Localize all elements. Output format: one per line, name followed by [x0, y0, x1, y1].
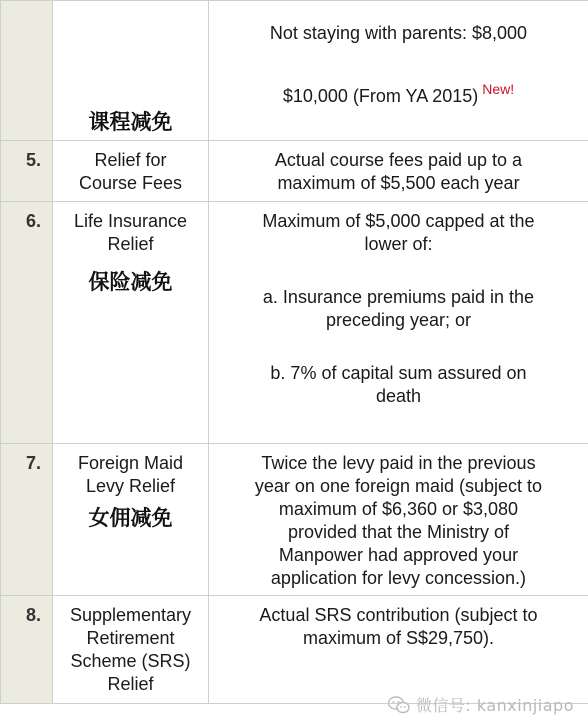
relief-name-line: Retirement: [86, 628, 175, 648]
relief-name-line: Foreign Maid: [77, 453, 184, 473]
desc-line: lower of:: [364, 234, 433, 254]
relief-desc-cell: [209, 596, 588, 704]
chinese-label: 女佣减免: [88, 506, 173, 530]
relief-name-line: Relief: [107, 674, 154, 694]
watermark-text: 微信号: kanxinjiapo: [415, 696, 574, 715]
desc-line: Maximum of $5,000 capped at the: [262, 211, 535, 231]
desc-line: Not staying with parents: $8,000: [269, 23, 528, 43]
chinese-label: 课程减免: [88, 110, 173, 134]
desc-line: Actual SRS contribution (subject to: [259, 605, 538, 625]
desc-line: year on one foreign maid (subject to: [254, 476, 543, 496]
desc-line: maximum of S$29,750).: [302, 628, 495, 648]
relief-desc-cell: [209, 202, 588, 444]
chinese-label: 保险减免: [88, 270, 173, 294]
relief-name-line: Supplementary: [69, 605, 192, 625]
relief-name-cell: [53, 444, 209, 596]
row-number: 5.: [1, 141, 53, 202]
relief-name-line: Levy Relief: [85, 476, 176, 496]
row-number: 6.: [1, 202, 53, 444]
table-row: [1, 1, 588, 141]
desc-line: preceding year; or: [325, 310, 472, 330]
relief-name-cell: [53, 596, 209, 704]
wechat-watermark: [388, 693, 574, 716]
desc-line: Twice the levy paid in the previous: [261, 453, 536, 473]
desc-line: b. 7% of capital sum assured on: [270, 363, 527, 383]
wechat-icon: [388, 696, 410, 714]
desc-text: $10,000 (From YA 2015): [282, 86, 479, 106]
relief-desc-cell: [209, 141, 588, 202]
table-row: [1, 202, 588, 444]
relief-name-cell: [53, 1, 209, 141]
desc-line: Actual course fees paid up to a: [274, 150, 523, 170]
table-row: [1, 444, 588, 596]
desc-line: a. Insurance premiums paid in the: [262, 287, 535, 307]
relief-name-cell: [53, 141, 209, 202]
desc-line: provided that the Ministry of: [287, 522, 510, 542]
desc-line: death: [375, 386, 422, 406]
relief-name-cell: [53, 202, 209, 444]
desc-line: Manpower had approved your: [278, 545, 519, 565]
relief-name-line: Life Insurance: [73, 211, 188, 231]
relief-name-line: Scheme (SRS): [70, 651, 191, 671]
relief-name-line: Course Fees: [78, 173, 183, 193]
row-number: 7.: [1, 444, 53, 596]
desc-line: application for levy concession.): [270, 568, 527, 588]
desc-line-new: [209, 78, 588, 108]
relief-desc-cell: [209, 444, 588, 596]
relief-desc-cell: [209, 1, 588, 141]
desc-line: maximum of $6,360 or $3,080: [278, 499, 519, 519]
desc-line: maximum of $5,500 each year: [277, 173, 520, 193]
relief-name-line: Relief for: [94, 150, 167, 170]
table-row: [1, 596, 588, 704]
row-number: [1, 1, 53, 141]
relief-name-line: Relief: [107, 234, 154, 254]
table-row: [1, 141, 588, 202]
row-number: 8.: [1, 596, 53, 704]
new-badge: New!: [482, 81, 515, 97]
